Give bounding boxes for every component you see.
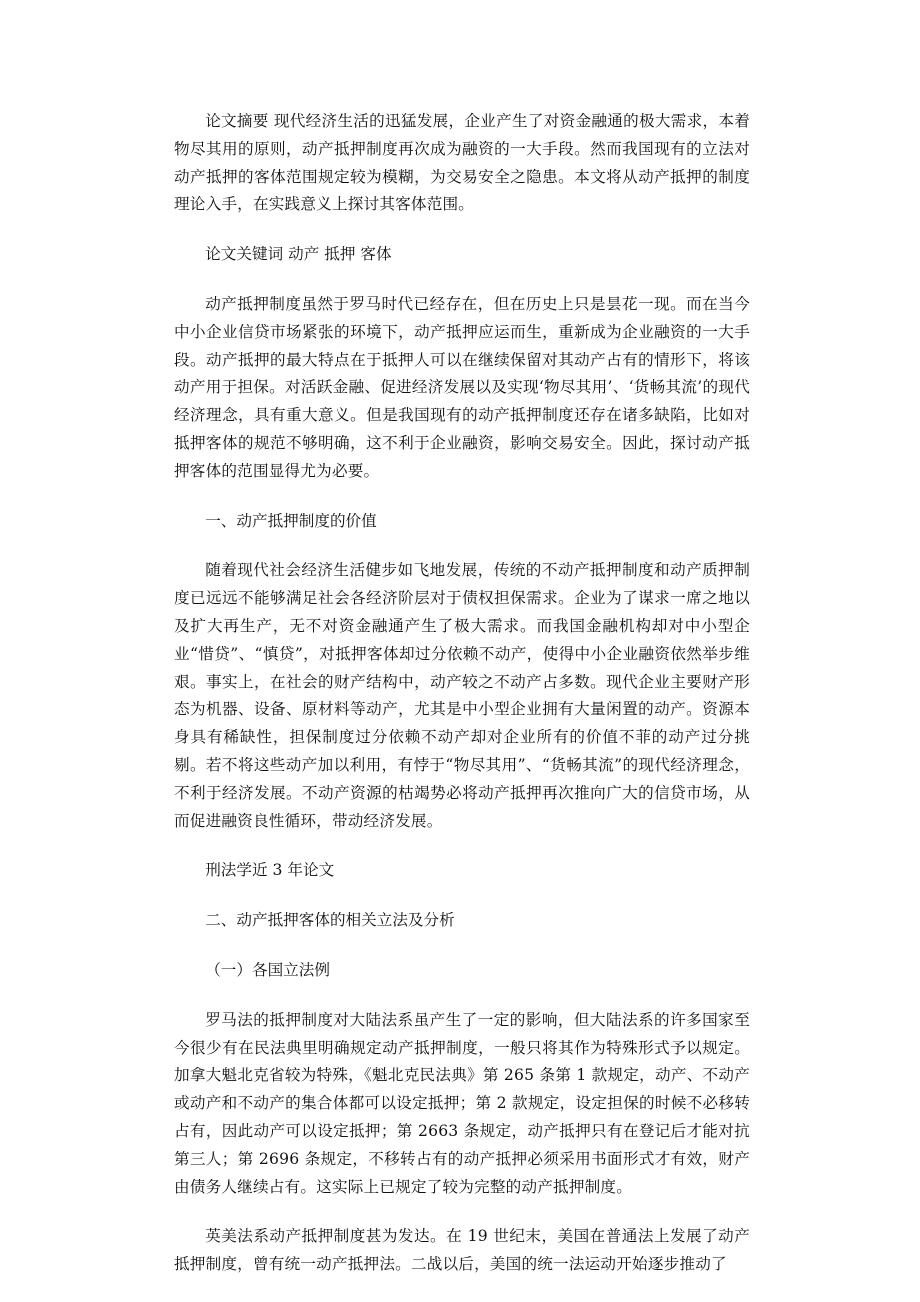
keywords-line: 论文关键词 动产 抵押 客体 bbox=[205, 245, 392, 264]
subsection-1-title: （一）各国立法例 bbox=[205, 960, 330, 979]
abstract-paragraph: 论文摘要 现代经济生活的迅猛发展，企业产生了对资金融通的极大需求，本着物尽其用的原则，动产抵押制度再次成为融资的一大手段。然而我国现有的立法对动产抵押的客体范围规定较为模糊，为交易安全之隐患。本文将从动产抵押的制度理论入手，在实践意义上探讨其客体范围。 bbox=[174, 112, 750, 214]
document-page bbox=[174, 108, 750, 1279]
inserted-ad-line: 刑法学近 3 年论文 bbox=[205, 861, 335, 880]
section-2-title: 二、动产抵押客体的相关立法及分析 bbox=[205, 911, 455, 930]
section-2-paragraph-2: 英美法系动产抵押制度甚为发达。在 19 世纪末，美国在普通法上发展了动产抵押制度，曾有统一动产抵押法。二战以后，美国的统一法运动开始逐步推动了 bbox=[174, 1227, 750, 1274]
section-1-paragraph: 随着现代社会经济生活健步如飞地发展，传统的不动产抵押制度和动产质押制度已远远不能够满足社会各经济阶层对于债权担保需求。企业为了谋求一席之地以及扩大再生产，无不对资金融通产生了极大需求。而我国金融机构却对中小型企业“惜贷”、“慎贷”，对抵押客体却过分依赖不动产，使得中小企业融资依然举步维艰。事实上，在社会的财产结构中，动产较之不动产占多数。现代企业主要财产形态为机器、设备、原材料等动产，尤其是中小型企业拥有大量闲置的动产。资源本身具有稀缺性，担保制度过分依赖不动产却对企业所有的价值不菲的动产过分挑剔。若不将这些动产加以利用，有悖于“物尽其用”、“货畅其流”的现代经济理念，不利于经济发展。不动产资源的枯竭势必将动产抵押再次推向广大的信贷市场，从而促进融资良性循环，带动经济发展。 bbox=[174, 561, 750, 830]
intro-paragraph: 动产抵押制度虽然于罗马时代已经存在，但在历史上只是昙花一现。而在当今中小企业信贷市场紧张的环境下，动产抵押应运而生，重新成为企业融资的一大手段。动产抵押的最大特点在于抵押人可以在继续保留对其动产占有的情形下，将该动产用于担保。对活跃金融、促进经济发展以及实现‘物尽其用’、‘货畅其流’的现代经济理念，具有重大意义。但是我国现有的动产抵押制度还存在诸多缺陷，比如对抵押客体的规范不够明确，这不利于企业融资，影响交易安全。因此，探讨动产抵押客体的范围显得尤为必要。 bbox=[174, 294, 750, 480]
section-1-title: 一、动产抵押制度的价值 bbox=[205, 511, 377, 530]
section-2-paragraph-1: 罗马法的抵押制度对大陆法系虽产生了一定的影响，但大陆法系的许多国家至今很少有在民法典里明确规定动产抵押制度，一般只将其作为特殊形式予以规定。加拿大魁北克省较为特殊，《魁北克民法典》第 265 条第 1 款规定，动产、不动产或动产和不动产的集合体都可以设定抵押；第 2 款规定，设定担保的时候不必移转占有，因此动产可以设定抵押；第 2663 条规定，动产抵押只有在登记后才能对抗第三人；第 2696 条规定，不移转占有的动产抵押必须采用书面形式才有效，财产由债务人继续占有。这实际上已规定了较为完整的动产抵押制度。 bbox=[174, 1010, 750, 1196]
